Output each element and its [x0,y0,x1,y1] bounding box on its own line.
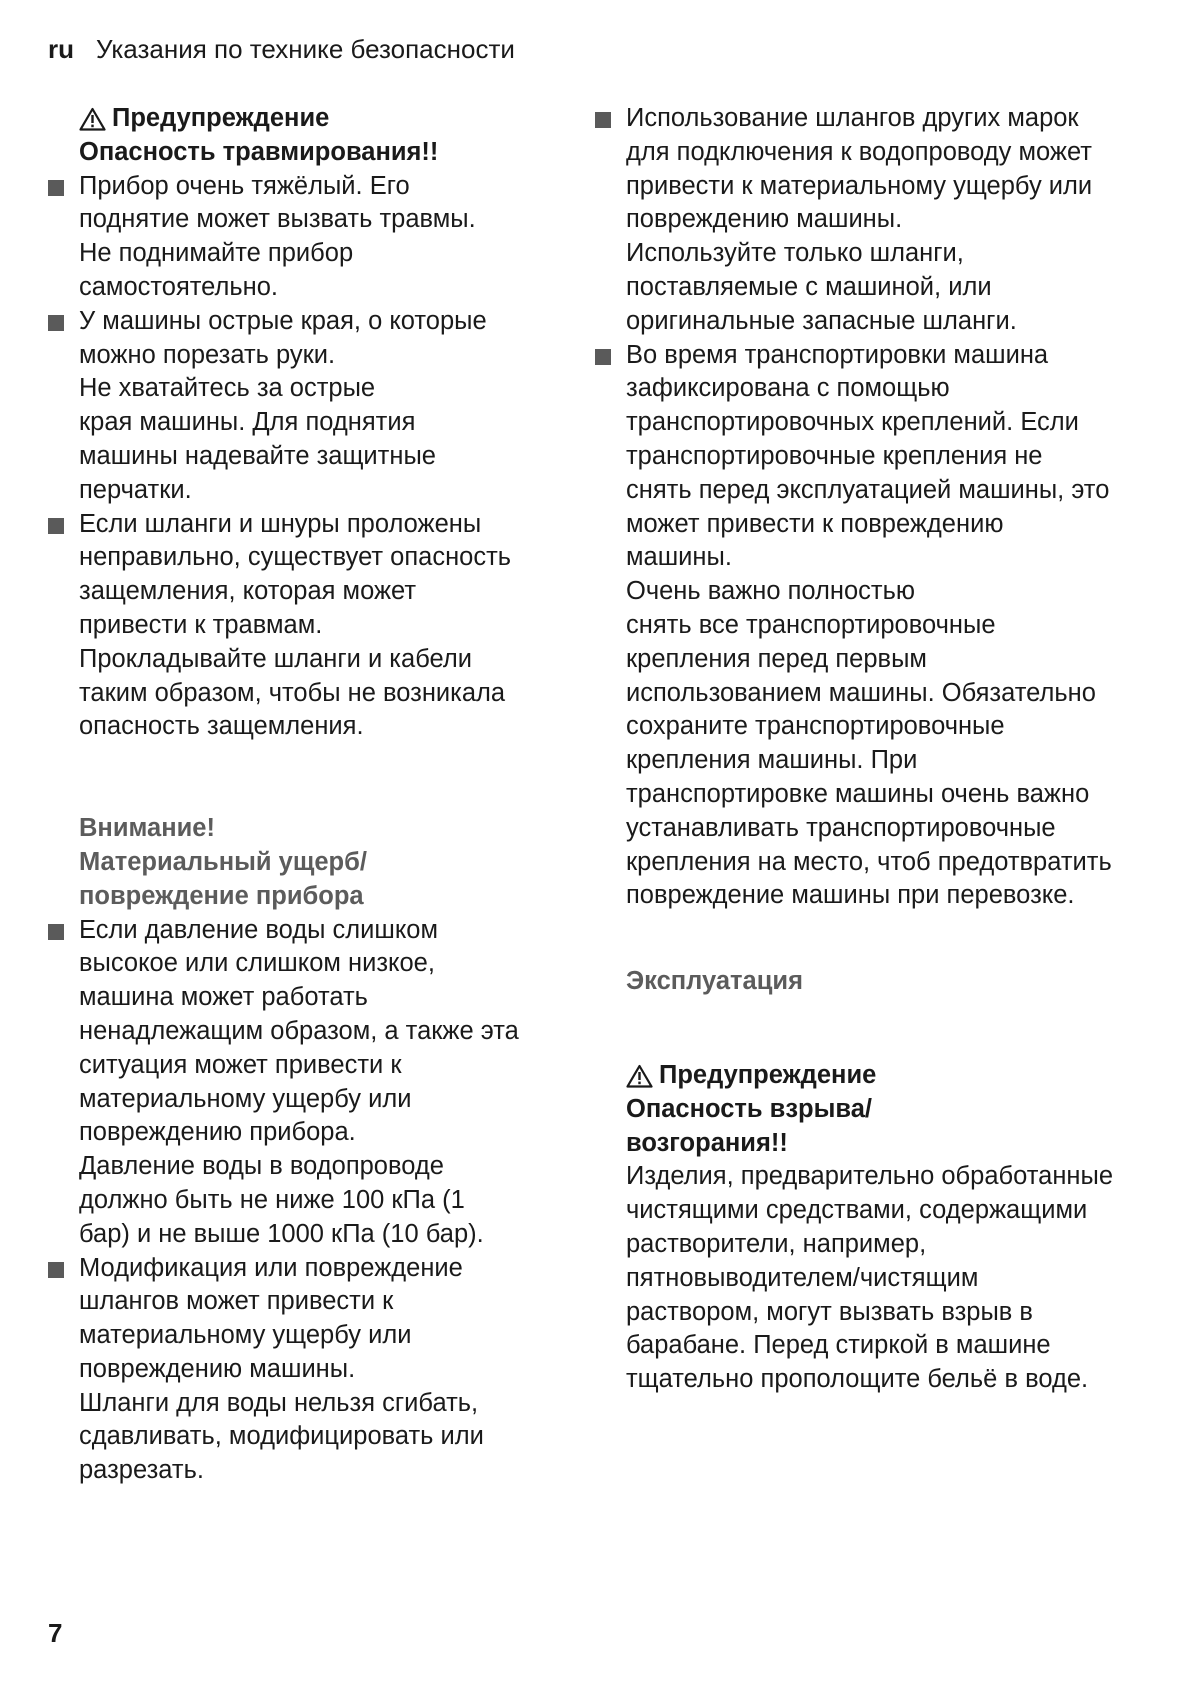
warning-heading [48,102,568,136]
list-item [48,914,568,1252]
text-line: может привести к повреждению [626,509,1004,538]
text-line: пятновыводителем/чистящим [626,1263,979,1292]
section-title-operation: Эксплуатация [626,967,803,996]
text-line: поставляемые с машиной, или [626,272,992,301]
text-line: Используйте только шланги, [626,239,964,268]
text-line: разрезать. [79,1456,204,1485]
text-line: тщательно прополощите бельё в воде. [626,1365,1089,1394]
explosion-paragraph [595,1160,1155,1397]
text-line: опасность защемления. [79,712,364,741]
text-line: Прокладывайте шланги и кабели [79,644,472,673]
warning-label: Предупреждение [659,1060,877,1089]
warning-injury-block [48,102,568,744]
text-line: Давление воды в водопроводе [79,1152,444,1181]
text-line: должно быть не ниже 100 кПа (1 [79,1185,465,1214]
bullet-square-icon [48,180,64,196]
list-item [595,339,1155,914]
text-line: снять все транспортировочные [626,610,996,639]
text-line: зафиксирована с помощью [626,374,950,403]
text-line: поднятие может вызвать травмы. [79,205,476,234]
text-line: Изделия, предварительно обработанные [626,1162,1114,1191]
language-code: ru [48,34,74,64]
text-line: материальному ущербу или [79,1084,412,1113]
text-line: повреждению машины. [79,1354,356,1383]
text-line: самостоятельно. [79,272,279,301]
text-line: Не хватайтесь за острые [79,374,376,403]
text-line: материальному ущербу или [79,1321,412,1350]
text-line: повреждение машины при перевозке. [626,881,1075,910]
bullet-square-icon [48,518,64,534]
text-line: неправильно, существует опасность [79,543,512,572]
text-line: шлангов может привести к [79,1287,394,1316]
header-title: Указания по технике безопасности [96,34,515,64]
text-line: Если давление воды слишком [79,915,439,944]
text-line: транспортировочных креплений. Если [626,408,1079,437]
text-line: устанавливать транспортировочные [626,813,1056,842]
warning-title: возгорания!! [626,1128,788,1157]
attention-heading: Внимание! [79,814,215,843]
list-item [48,170,568,305]
text-line: машина может работать [79,983,368,1012]
text-line: перчатки. [79,475,192,504]
text-line: транспортировочные крепления не [626,441,1043,470]
bullet-square-icon [595,112,611,128]
bullet-square-icon [48,924,64,940]
injury-bullets [48,170,568,745]
right-column [595,102,1155,1397]
text-line: машины надевайте защитные [79,441,436,470]
text-line: для подключения к водопроводу может [626,137,1092,166]
text-line: привести к материальному ущербу или [626,171,1093,200]
text-line: снять перед эксплуатацией машины, это [626,475,1110,504]
text-line: защемления, которая может [79,577,417,606]
text-line: крепления перед первым [626,644,927,673]
text-line: Шланги для воды нельзя сгибать, [79,1388,479,1417]
left-column [48,102,568,1488]
page-number: 7 [48,1618,63,1648]
attention-block [48,812,568,1488]
attention-title: Материальный ущерб/ [79,847,367,876]
list-item [48,508,568,745]
list-item [48,305,568,508]
text-line: Если шланги и шнуры проложены [79,509,482,538]
text-line: растворители, например, [626,1229,927,1258]
text-line: края машины. Для поднятия [79,408,416,437]
list-item [595,102,1155,339]
bullet-square-icon [48,1262,64,1278]
text-line: машины. [626,543,732,572]
text-line: Очень важно полностью [626,577,916,606]
text-line: Использование шлангов других марок [626,104,1079,132]
text-line: бар) и не выше 1000 кПа (10 бар). [79,1219,484,1248]
text-line: повреждению прибора. [79,1118,356,1147]
text-line: можно порезать руки. [79,340,336,369]
list-item [48,1252,568,1489]
text-line: ненадлежащим образом, а также эта [79,1016,519,1045]
text-line: привести к травмам. [79,610,323,639]
text-line: сдавливать, модифицировать или [79,1422,484,1451]
page-header [48,32,515,66]
bullet-square-icon [48,315,64,331]
text-line: повреждению машины. [626,205,903,234]
text-line: У машины острые края, о которые [79,306,487,335]
warning-triangle-icon [79,107,106,131]
text-line: сохраните транспортировочные [626,712,1005,741]
warning-title: Опасность травмирования!! [79,137,439,166]
warning-triangle-icon [626,1064,653,1088]
text-line: таким образом, чтобы не возникала [79,678,506,707]
text-line: Во время транспортировки машина [626,340,1049,369]
text-line: Прибор очень тяжёлый. Его [79,171,410,200]
warning-label: Предупреждение [112,104,330,132]
bullet-square-icon [595,349,611,365]
warning-heading [595,1059,1155,1093]
attention-title: повреждение прибора [79,881,364,910]
text-line: оригинальные запасные шланги. [626,306,1017,335]
text-line: высокое или слишком низкое, [79,949,435,978]
text-line: барабане. Перед стиркой в машине [626,1331,1051,1360]
text-line: крепления машины. При [626,746,918,775]
text-line: использованием машины. Обязательно [626,678,1096,707]
text-line: раствором, могут вызвать взрыв в [626,1297,1033,1326]
text-line: чистящими средствами, содержащими [626,1196,1088,1225]
text-line: Модификация или повреждение [79,1253,463,1282]
text-line: ситуация может привести к [79,1050,402,1079]
text-line: Не поднимайте прибор [79,239,354,268]
text-line: транспортировке машины очень важно [626,779,1090,808]
warning-title: Опасность взрыва/ [626,1094,872,1123]
text-line: крепления на место, чтоб предотвратить [626,847,1112,876]
